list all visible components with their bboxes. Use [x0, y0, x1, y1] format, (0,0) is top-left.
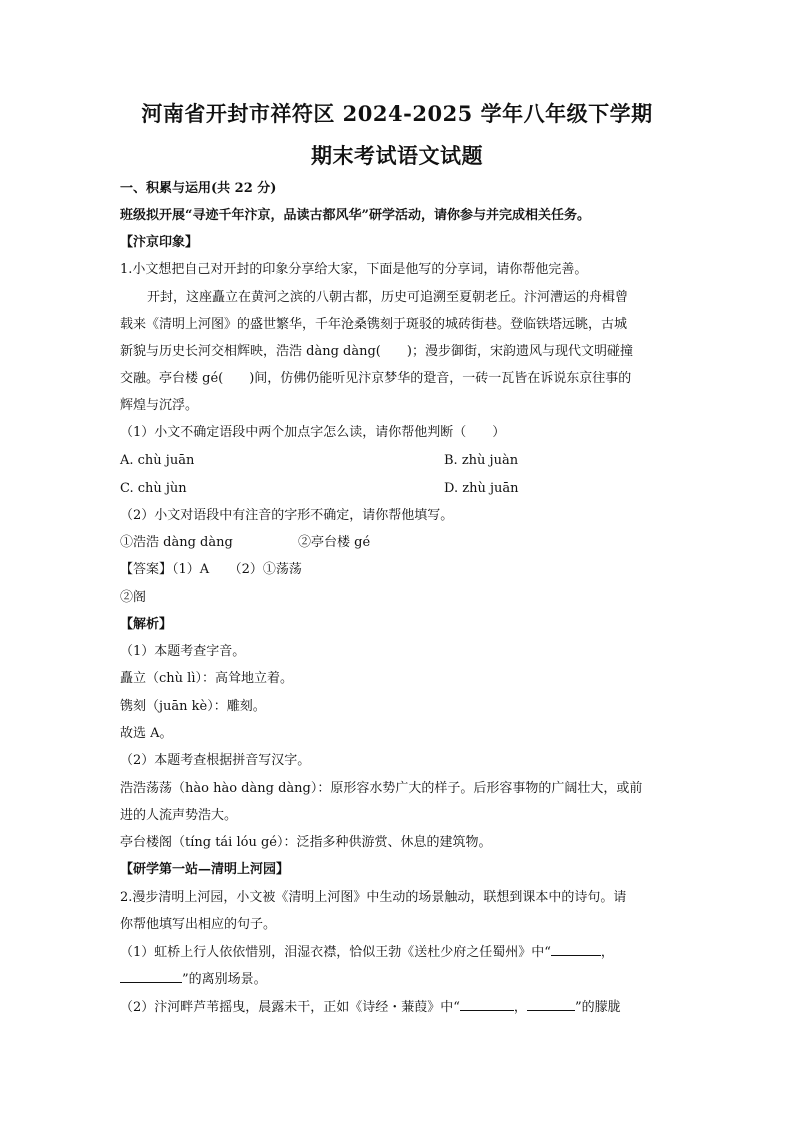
passage-line: 新貌与历史长河交相辉映，浩浩 dàng dàng( )；漫步御街，宋韵遗风与现代文明碰撞 — [120, 344, 633, 359]
question-text: ， — [600, 945, 614, 960]
analysis-line: 镌刻（juān kè）：雕刻。 — [120, 699, 266, 714]
question-2-sub-1-cont — [120, 970, 267, 989]
passage-line: 开封，这座矗立在黄河之滨的八朝古都，历史可追溯至夏朝老丘。汴河漕运的舟楫曾 — [147, 290, 629, 305]
section-heading: 一、积累与运用(共 22 分) — [120, 181, 277, 196]
passage-line: 交融。亭台楼 gé( )间，仿佛仍能听见汴京梦华的跫音，一砖一瓦皆在诉说东京往事的 — [120, 371, 632, 386]
question-1-stem: 1.小文想把自己对开封的印象分享给大家，下面是他写的分享词，请你帮他完善。 — [120, 262, 588, 277]
analysis-line: 故选 A。 — [120, 726, 173, 741]
option-b: B. zhù juàn — [444, 453, 519, 468]
question-text: （1）虹桥上行人依依惜别，泪湿衣襟，恰似王勃《送杜少府之任蜀州》中“ — [120, 945, 551, 960]
analysis-line: （1）本题考查字音。 — [120, 644, 246, 659]
question-2-stem: 你帮他填写出相应的句子。 — [120, 917, 277, 932]
activity-intro: 班级拟开展“寻迹千年汴京，品读古都风华”研学活动，请你参与并完成相关任务。 — [120, 208, 590, 223]
question-text: ， — [513, 1000, 527, 1015]
question-2-sub-1 — [120, 943, 614, 962]
passage-line: 载来《清明上河图》的盛世繁华，千年沧桑镌刻于斑驳的城砖街巷。登临铁塔远眺，古城 — [120, 317, 628, 332]
question-text: （2）汴河畔芦苇摇曳，晨露未干，正如《诗经・蒹葭》中“ — [120, 1000, 460, 1015]
analysis-line: 浩浩荡荡（hào hào dàng dàng）：原形容水势广大的样子。后形容事物的广阔壮大，或前 — [120, 781, 643, 796]
question-text: ”的离别场景。 — [182, 972, 267, 987]
answer-blank[interactable] — [551, 943, 601, 956]
analysis-line: 进的人流声势浩大。 — [120, 808, 238, 823]
sub-question-1: （1）小文不确定语段中两个加点字怎么读，请你帮他判断（ ） — [120, 425, 506, 440]
answer-blank[interactable] — [460, 998, 514, 1011]
analysis-line: 亭台楼阁（tíng tái lóu gé）：泛指多种供游赏、休息的建筑物。 — [120, 835, 492, 850]
sub-question-2-item-2: ②亭台楼 gé — [298, 535, 371, 550]
option-a: A. chù juān — [120, 453, 195, 468]
analysis-tag: 【解析】 — [120, 617, 173, 632]
title-line-1: 河南省开封市祥符区 2024-2025 学年八年级下学期 — [141, 101, 653, 126]
analysis-line: 矗立（chù lì）：高耸地立着。 — [120, 671, 293, 686]
sub-question-2: （2）小文对语段中有注音的字形不确定，请你帮他填写。 — [120, 508, 454, 523]
passage-line: 辉煌与沉浮。 — [120, 398, 199, 413]
option-c: C. chù jùn — [120, 481, 187, 496]
answer-blank[interactable] — [527, 998, 575, 1011]
task-tag-park: 【研学第一站—清明上河园】 — [120, 862, 290, 877]
answer-blank[interactable] — [120, 970, 182, 983]
analysis-line: （2）本题考查根据拼音写汉字。 — [120, 753, 311, 768]
answer-line: 【答案】（1）A （2）①荡荡 — [120, 562, 302, 577]
question-2-sub-2 — [120, 998, 621, 1017]
sub-question-2-item-1: ①浩浩 dàng dàng — [120, 535, 233, 550]
task-tag-bianjing: 【汴京印象】 — [120, 235, 199, 250]
answer-line: ②阁 — [120, 590, 147, 605]
question-2-stem: 2.漫步清明上河园，小文被《清明上河图》中生动的场景触动，联想到课本中的诗句。请 — [120, 890, 627, 905]
option-d: D. zhù juān — [444, 481, 519, 496]
title-line-2: 期末考试语文试题 — [311, 143, 483, 168]
question-text: ”的朦胧 — [574, 1000, 621, 1015]
